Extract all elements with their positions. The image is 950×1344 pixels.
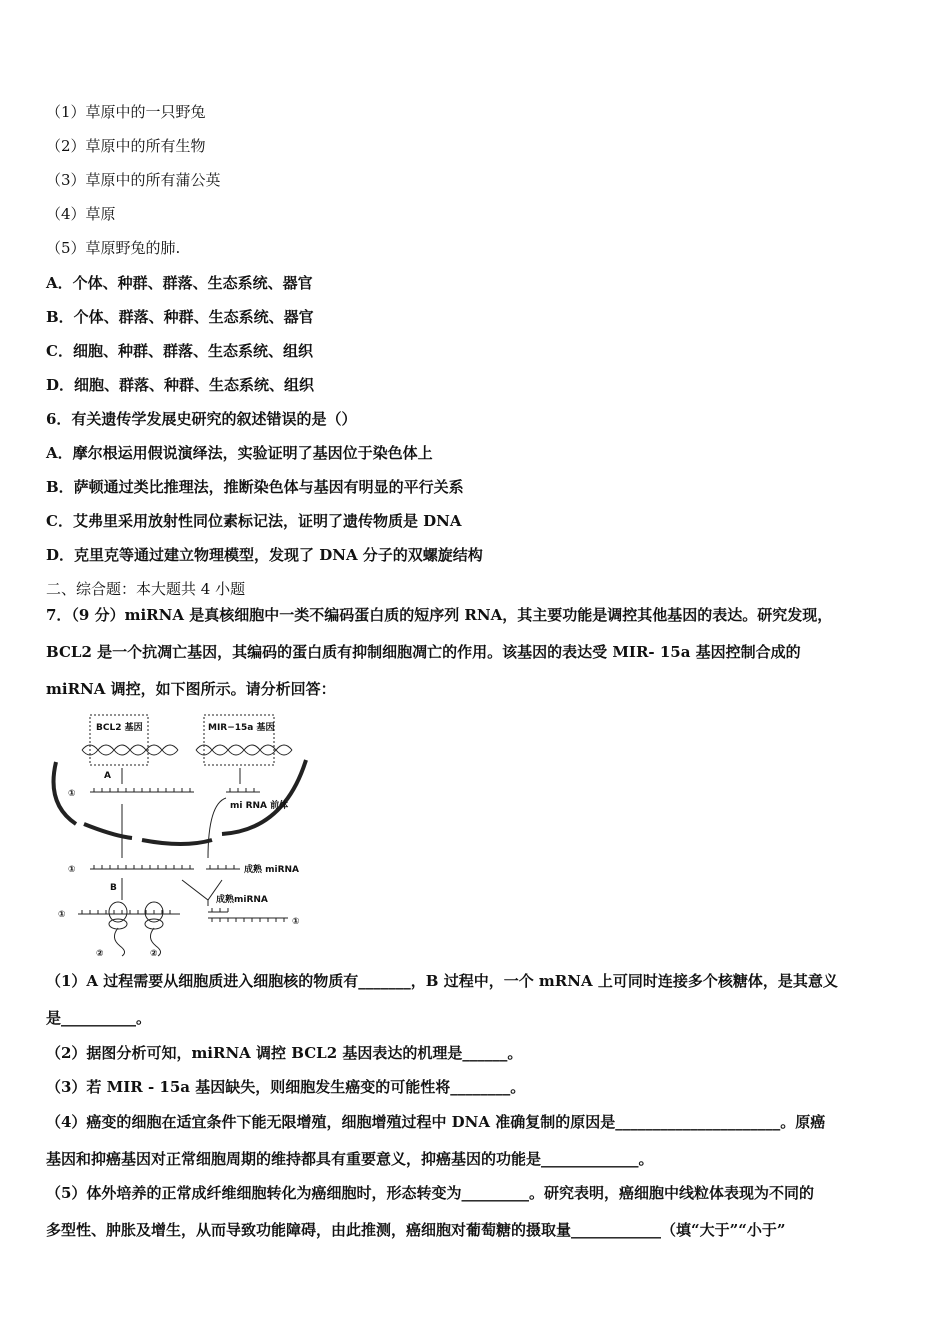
ribosome-2-small	[145, 919, 163, 929]
process-a-label: A	[104, 771, 111, 781]
q5-option-d: D．细胞、群落、种群、生态系统、组织	[46, 376, 315, 394]
q7-part-2: （2）据图分析可知，miRNA 调控 BCL2 基因表达的机理是______。	[46, 1044, 523, 1062]
q5-option-b: B．个体、群落、种群、生态系统、器官	[46, 308, 314, 326]
mrna-nucleus	[90, 788, 194, 792]
mature-mirna-label-2: 成熟miRNA	[216, 895, 268, 905]
q7-intro-line-3: miRNA 调控，如下图所示。请分析回答：	[46, 680, 336, 698]
q6-stem: 6．有关遗传学发展史研究的叙述错误的是（）	[46, 410, 357, 428]
q7-intro-line-1: 7．（9 分）miRNA 是真核细胞中一类不编码蛋白质的短序列 RNA，其主要功能是调控其他基因的表达。研究发现，	[46, 606, 833, 624]
mature-mirna-label-1: 成熟 miRNA	[244, 865, 300, 875]
marker-1-top: ①	[68, 789, 76, 799]
q7-part-5-line-2: 多型性、肿胀及增生，从而导致功能障碍，由此推测，癌细胞对葡萄糖的摄取量____________（填“大于”“小于”	[46, 1221, 786, 1239]
nuclear-membrane-right	[222, 760, 306, 834]
mature-mirna-2	[208, 908, 228, 912]
ribosome-1-small	[109, 919, 127, 929]
q5-option-c: C．细胞、种群、群落、生态系统、组织	[46, 342, 313, 360]
q7-part-1-line-1: （1）A 过程需要从细胞质进入细胞核的物质有_______，B 过程中，一个 mRNA 上可同时连接多个核糖体，是其意义	[46, 972, 838, 990]
marker-1-mid: ①	[68, 865, 76, 875]
nuclear-membrane-bottom-mid	[142, 840, 212, 844]
q6-option-d: D．克里克等通过建立物理模型，发现了 DNA 分子的双螺旋结构	[46, 546, 483, 564]
mir-dna-strand-2	[196, 745, 292, 755]
mir15a-gene-label: MIR−15a 基因	[208, 723, 275, 733]
precursor-label: mi RNA 前体	[230, 801, 289, 811]
q5-item-4: （4）草原	[46, 205, 116, 223]
mrna-translation	[78, 910, 180, 914]
q7-part-5-line-1: （5）体外培养的正常成纤维细胞转化为癌细胞时，形态转变为_________。研究表明，癌细胞中线粒体表现为不同的	[46, 1184, 814, 1202]
process-b-label: B	[110, 883, 117, 893]
mrna-cytoplasm	[90, 865, 194, 869]
arrow-precursor-export	[208, 798, 226, 858]
marker-2-left: ②	[96, 949, 104, 959]
marker-1-bottom: ①	[58, 910, 66, 920]
section2-title: 二、综合题：本大题共 4 小题	[46, 580, 246, 598]
marker-2-right: ②	[150, 949, 158, 959]
q5-item-1: （1）草原中的一只野兔	[46, 103, 206, 121]
marker-1-right: ①	[292, 917, 300, 927]
bcl2-gene-label: BCL2 基因	[96, 723, 143, 733]
mrna-bound	[208, 918, 288, 922]
mirna-precursor	[226, 788, 260, 792]
q6-option-c: C．艾弗里采用放射性同位素标记法，证明了遗传物质是 DNA	[46, 512, 462, 530]
q6-option-a: A．摩尔根运用假说演绎法，实验证明了基因位于染色体上	[46, 444, 433, 462]
bcl2-dna-strand-2	[82, 745, 178, 755]
mature-mirna-1	[206, 865, 240, 869]
q5-option-a: A．个体、种群、群落、生态系统、器官	[46, 274, 313, 292]
q7-part-4-line-1: （4）癌变的细胞在适宜条件下能无限增殖，细胞增殖过程中 DNA 准确复制的原因是______________________。原癌	[46, 1113, 826, 1131]
q7-intro-line-2: BCL2 是一个抗凋亡基因，其编码的蛋白质有抑制细胞凋亡的作用。该基因的表达受 MIR- 15a 基因控制合成的	[46, 643, 801, 661]
q5-item-3: （3）草原中的所有蒲公英	[46, 171, 221, 189]
polypeptide-1	[114, 928, 124, 956]
q6-option-b: B．萨顿通过类比推理法，推断染色体与基因有明显的平行关系	[46, 478, 464, 496]
nuclear-membrane-bottom-left	[84, 824, 132, 838]
q5-item-5: （5）草原野兔的肺.	[46, 239, 181, 257]
q5-item-2: （2）草原中的所有生物	[46, 137, 206, 155]
q7-part-1-line-2: 是__________。	[46, 1009, 152, 1027]
q7-part-4-line-2: 基因和抑癌基因对正常细胞周期的维持都具有重要意义，抑癌基因的功能是_____________。	[46, 1150, 654, 1168]
mirna-regulation-diagram	[44, 712, 316, 962]
q7-part-3: （3）若 MIR - 15a 基因缺失，则细胞发生癌变的可能性将________。	[46, 1078, 526, 1096]
